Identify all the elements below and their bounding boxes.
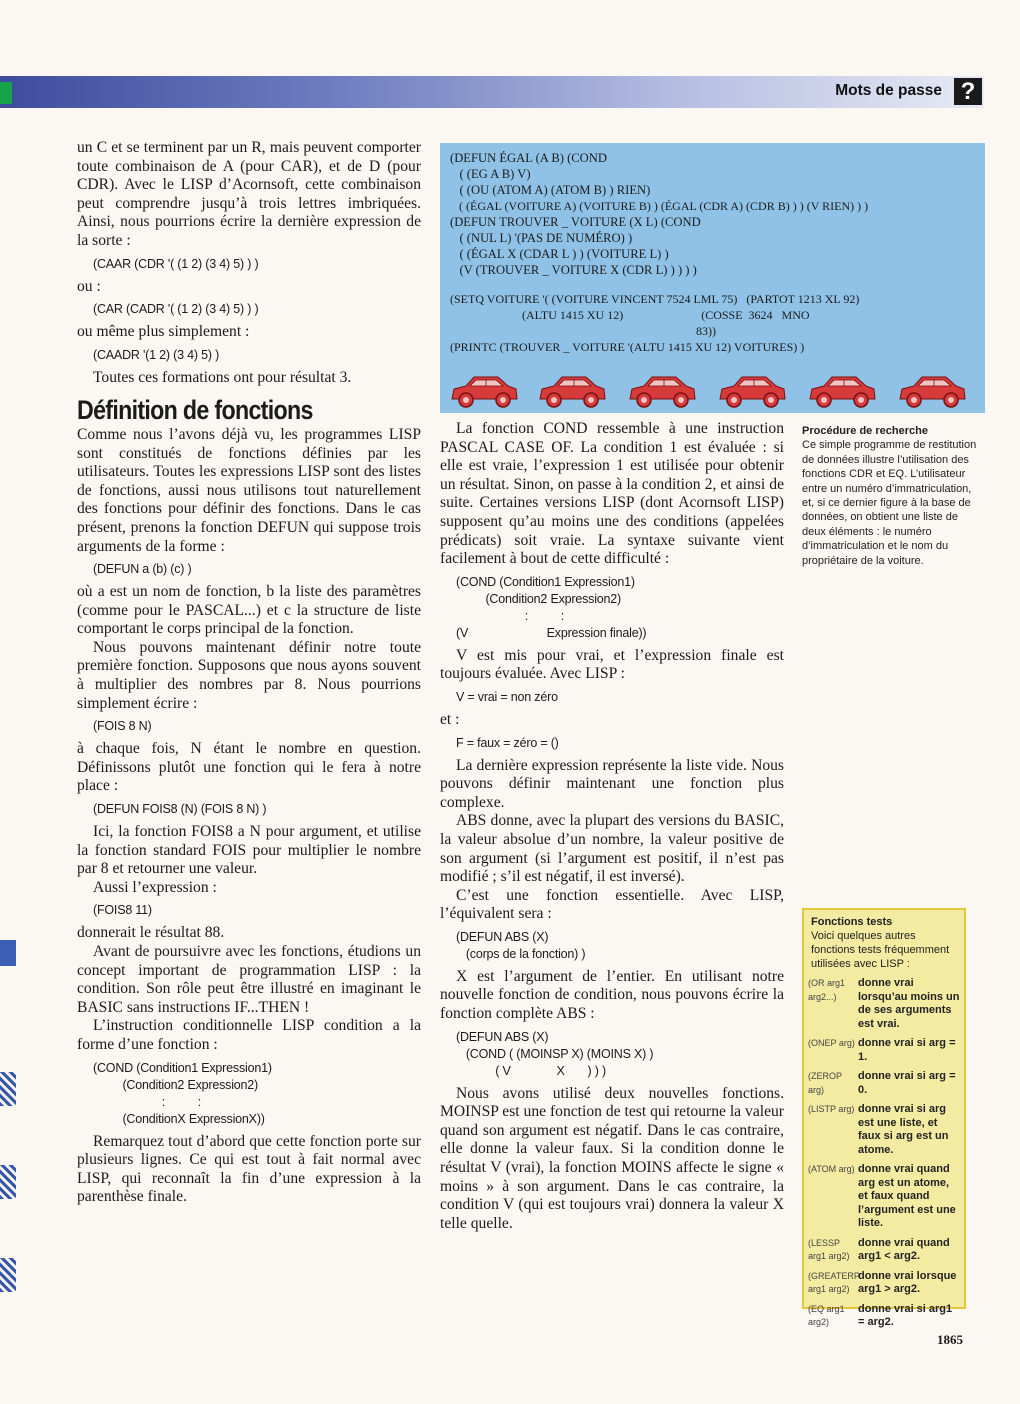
tests-title: Fonctions tests: [811, 916, 893, 928]
code-line: V = vrai = non zéro: [456, 689, 558, 704]
paragraph: ou même plus simplement :: [77, 323, 250, 341]
car-icon: [806, 371, 878, 411]
car-icon: [448, 371, 520, 411]
code-line: F = faux = zéro = (): [456, 735, 559, 750]
test-row: [804, 1303, 964, 1330]
paragraph: Nous avons utilisé deux nouvelles fonctions. MOINSP est une fonction de test qui retourne la valeur quand son argument est négatif. Dans le cas contraire, elle donne la valeur faux. Si la condition donne le résultat V (vrai), la fonction MOINS affecte le signe « moins » à son argument. Dans le cas contraire, la condition V (qui est toujours vrai) donnera la valeur X telle quelle.: [440, 1084, 784, 1232]
test-function: (ONEP arg): [808, 1038, 855, 1048]
code-panel: [440, 143, 985, 413]
column-middle: [440, 420, 784, 1233]
question-badge: ?: [954, 78, 982, 105]
code-line: (DEFUN a (b) (c) ): [93, 562, 192, 577]
panel-line: 83)): [450, 324, 716, 338]
test-row: [804, 977, 964, 1031]
panel-line: (ALTU 1415 XU 12) (COSSE 3624 MNO: [450, 308, 810, 322]
test-row: [804, 1037, 964, 1064]
test-function: (LISTP arg): [808, 1104, 855, 1114]
paragraph: où a est un nom de fonction, b la liste des paramètres (comme pour le PASCAL...) et c la structure de liste comportant le corps principal de la fonction.: [77, 583, 421, 638]
test-row: [804, 1163, 964, 1231]
code-block: (COND (Condition1 Expression1) (Condition2 Expression2) : : (V Expression finale)): [456, 574, 647, 640]
paragraph: Nous pouvons maintenant définir notre toute première fonction. Supposons que nous ayons souvent à multiplier des nombres par 8. Nous pourrions simplement écrire :: [77, 638, 421, 712]
panel-line: ( (NUL L) '(PAS DE NUMÉRO) ): [450, 231, 633, 245]
test-description: donne vrai si arg = 1.: [858, 1037, 956, 1063]
section-heading: Définition de fonctions: [77, 395, 313, 426]
test-function: (ZEROP arg): [808, 1071, 842, 1095]
paragraph: La fonction COND ressemble à une instruction PASCAL CASE OF. La condition 1 est évaluée : si elle est vraie, l’expression 1 est utilisée pour obtenir un résultat. Sinon, on passe à la condition 2, et ainsi de suite. Certaines versions LISP (dont Acornsoft LISP) supposent qu’au moins une des conditions (appelées prédicats) soit vraie. La syntaxe suivante vient facilement à bout de cette difficulté :: [440, 420, 784, 568]
test-row: [804, 1103, 964, 1157]
test-description: donne vrai si arg est une liste, et faux si arg est un atome.: [858, 1103, 949, 1156]
test-function: (EQ arg1 arg2): [808, 1303, 845, 1327]
paragraph: et :: [440, 710, 460, 728]
paragraph: X est l’argument de l’entier. En utilisant notre nouvelle fonction de condition, nous pouvons écrire la fonction complète ABS :: [440, 967, 784, 1023]
paragraph: V est mis pour vrai, et l’expression finale est toujours évaluée. Avec LISP :: [440, 646, 784, 683]
test-description: donne vrai quand arg1 < arg2.: [858, 1236, 950, 1262]
tests-intro: Voici quelques autres fonctions tests fréquemment utilisées avec LISP :: [811, 930, 950, 970]
code-block: (COND (Condition1 Expression1) (Condition2 Expression2) : : (ConditionX ExpressionX)): [93, 1060, 272, 1126]
test-function: (ATOM arg): [808, 1164, 855, 1174]
paragraph: un C et se terminent par un R, mais peuvent comporter toute combinaison de A (pour CAR), et de D (pour CDR). Avec le LISP d’Acornsoft, cette combinaison peut comprendre jusqu’à trois lettres imbriquées. Ainsi, nous pourrions écrire la dernière expression de la sorte :: [77, 139, 421, 249]
car-icon: [716, 371, 788, 411]
paragraph: Comme nous l’avons déjà vu, les programmes LISP sont constitués de fonctions définies par les utilisateurs. Toutes les expressions LISP sont des listes de fonctions, aussi nous utilisons tout naturellement des fonctions pour définir des fonctions. Dans le cas présent, prenons la fonction DEFUN qui suppose trois arguments de la forme :: [77, 425, 421, 555]
tests-sidebar: [802, 908, 966, 1328]
margin-pattern-icon: [0, 1165, 16, 1199]
paragraph: donnerait le résultat 88.: [77, 924, 225, 942]
page-number: 1865: [937, 1332, 963, 1347]
caption-title: Procédure de recherche: [802, 425, 928, 437]
panel-line: ( (EG A B) V): [450, 167, 531, 181]
panel-line: ( (ÉGAL (VOITURE A) (VOITURE B) ) (ÉGAL (CDR A) (CDR B) ) ) (V RIEN) ) ): [450, 199, 869, 213]
code-line: (FOIS8 11): [93, 903, 152, 918]
paragraph: L’instruction conditionnelle LISP condition a la forme d’une fonction :: [77, 1017, 421, 1053]
paragraph: Toutes ces formations ont pour résultat 3.: [93, 368, 352, 386]
panel-line: ( (OU (ATOM A) (ATOM B) ) RIEN): [450, 183, 651, 197]
paragraph: Remarquez tout d’abord que cette fonction porte sur plusieurs lignes. Ce qui est tout à fait normal avec LISP, qui reconnaît la fin d’une expression à la parenthèse finale.: [77, 1132, 421, 1206]
paragraph: Aussi l’expression :: [93, 878, 217, 896]
car-icon: [896, 371, 968, 411]
paragraph: ou :: [77, 277, 101, 295]
code-block: (DEFUN ABS (X) (corps de la fonction) ): [456, 929, 586, 961]
test-row: [804, 1237, 964, 1264]
panel-line: ( (ÉGAL X (CDAR L ) ) (VOITURE L) ): [450, 247, 669, 261]
paragraph: Ici, la fonction FOIS8 a N pour argument, et utilise la fonction standard FOIS pour multiplier le nombre par 8 et retourner une valeur.: [77, 823, 421, 878]
test-description: donne vrai si arg = 0.: [858, 1070, 956, 1096]
header-color-tab: [0, 82, 12, 104]
code-line: (CAAR (CDR '( (1 2) (3 4) 5) ) ): [93, 256, 259, 271]
paragraph: La dernière expression représente la liste vide. Nous pouvons définir maintenant une fonction plus complexe.: [440, 756, 784, 811]
paragraph: ABS donne, avec la plupart des versions du BASIC, la valeur absolue d’un nombre, la valeur positive de son argument (si l’argument est positif, il n’est pas modifié ; s’il est négatif, il est inversé).: [440, 812, 784, 886]
panel-line: (V (TROUVER _ VOITURE X (CDR L) ) ) ) ): [450, 263, 697, 277]
margin-pattern-icon: [0, 1072, 16, 1106]
test-function: (OR arg1 arg2...): [808, 978, 846, 1002]
code-line: (FOIS 8 N): [93, 719, 152, 734]
car-icon: [536, 371, 608, 411]
car-icon: [626, 371, 698, 411]
code-line: (CAADR '(1 2) (3 4) 5) ): [93, 347, 220, 362]
test-row: [804, 1270, 964, 1297]
margin-mark-icon: [0, 940, 16, 966]
code-line: (CAR (CADR '( (1 2) (3 4) 5) ) ): [93, 302, 259, 317]
panel-line: (PRINTC (TROUVER _ VOITURE '(ALTU 1415 XU 12) VOITURES) ): [450, 340, 805, 354]
paragraph: C’est une fonction essentielle. Avec LISP, l’équivalent sera :: [440, 886, 784, 923]
panel-line: (DEFUN TROUVER _ VOITURE (X L) (COND: [450, 215, 701, 229]
test-function: (LESSP arg1 arg2): [808, 1237, 850, 1261]
test-description: donne vrai si arg1 = arg2.: [858, 1302, 953, 1328]
test-row: [804, 1070, 964, 1097]
panel-line: (SETQ VOITURE '( (VOITURE VINCENT 7524 LML 75) (PARTOT 1213 XL 92): [450, 292, 860, 306]
test-description: donne vrai quand arg est un atome, et faux quand l’argument est une liste.: [858, 1163, 956, 1229]
section-title: Mots de passe: [835, 82, 942, 99]
panel-line: (DEFUN ÉGAL (A B) (COND: [450, 151, 607, 165]
test-description: donne vrai lorsqu’au moins un de ses arguments est vrai.: [858, 977, 960, 1030]
code-line: (DEFUN FOIS8 (N) (FOIS 8 N) ): [93, 802, 267, 817]
code-block: (DEFUN ABS (X) (COND ( (MOINSP X) (MOINS X) ) ( V X ) ) ): [456, 1029, 654, 1078]
test-function: (GREATERP arg1 arg2): [808, 1270, 860, 1294]
paragraph: Avant de poursuivre avec les fonctions, étudions un concept important de programmation LISP : la condition. Son rôle peut être illustré en imaginant le BASIC sans instructions IF...THEN !: [77, 943, 421, 1016]
margin-pattern-icon: [0, 1258, 16, 1292]
paragraph: à chaque fois, N étant le nombre en question. Définissons plutôt une fonction qui le fera à notre place :: [77, 740, 421, 795]
figure-caption: [802, 424, 977, 568]
test-description: donne vrai lorsque arg1 > arg2.: [858, 1269, 957, 1295]
caption-text: Ce simple programme de restitution de données illustre l’utilisation des fonctions CDR et EQ. L’utilisateur entre un numéro d’immatriculation, et, si ce dernier figure à la base de données, on obtient une liste de deux éléments : le numéro d’immatriculation et le nom du propriétaire de la voiture.: [802, 439, 977, 567]
column-left: [77, 139, 421, 1207]
